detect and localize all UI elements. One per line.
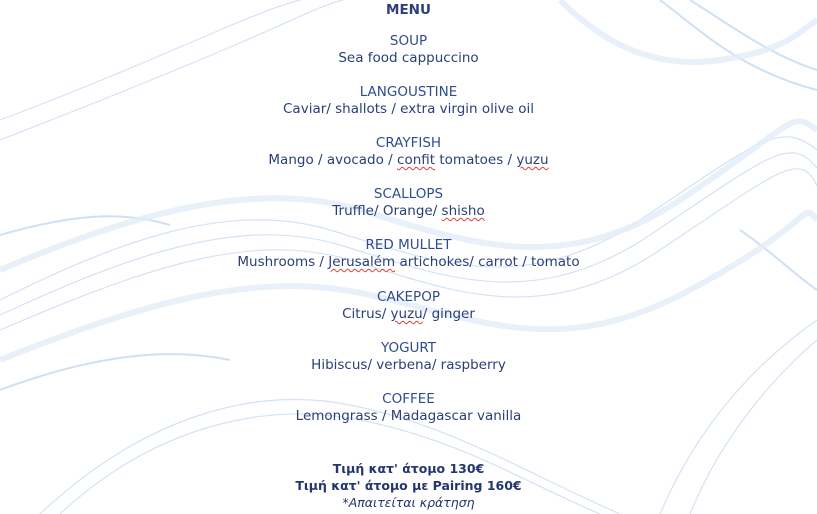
course-description: [0, 101, 817, 118]
spellcheck-word: shisho: [441, 203, 485, 219]
course-name: SOUP: [389, 33, 428, 49]
price-with-pairing: Τιμή κατ' άτομο με Pairing 160€: [295, 478, 522, 493]
course-name: RED MULLET: [365, 237, 452, 253]
course-description-text: Sea food cappuccino: [338, 50, 479, 66]
course-coffee: [0, 391, 817, 425]
course-langoustine: [0, 84, 817, 118]
spellcheck-word: yuzu: [390, 306, 423, 322]
reservation-note: *Απαιτείται κράτηση: [342, 495, 475, 510]
course-description-text: / ginger: [422, 306, 475, 322]
course-name: LANGOUSTINE: [359, 84, 458, 100]
course-crayfish: [0, 135, 817, 169]
spellcheck-word: confit: [397, 152, 436, 168]
course-name: SCALLOPS: [373, 186, 444, 202]
course-description-text: Lemongrass / Madagascar vanilla: [295, 408, 522, 424]
course-description: [0, 254, 817, 271]
course-name: COFFEE: [382, 391, 435, 407]
course-cakepop: [0, 289, 817, 323]
course-name: CRAYFISH: [375, 135, 442, 151]
course-description-text: Truffle/ Orange/: [332, 203, 442, 219]
course-description-text: Mango / avocado /: [268, 152, 398, 168]
spellcheck-word: yuzu: [516, 152, 549, 168]
course-name: YOGURT: [380, 340, 437, 356]
course-description-text: Hibiscus/ verbena/ raspberry: [311, 357, 506, 373]
menu-title: MENU: [386, 2, 431, 18]
course-description: [0, 203, 817, 220]
course-description: [0, 357, 817, 374]
price-per-person: Τιμή κατ' άτομο 130€: [332, 461, 485, 476]
course-description-text: Mushrooms /: [237, 254, 329, 270]
course-description-text: artichokes/ carrot / tomato: [395, 254, 580, 270]
course-name: CAKEPOP: [377, 289, 440, 305]
pricing-block: [0, 460, 817, 511]
course-description: [0, 306, 817, 323]
course-yogurt: [0, 340, 817, 374]
course-description: [0, 152, 817, 169]
course-soup: [0, 33, 817, 67]
course-description-text: Caviar/ shallots / extra virgin olive oil: [283, 101, 534, 117]
course-scallops: [0, 186, 817, 220]
course-red-mullet: [0, 237, 817, 271]
course-description-text: tomatoes /: [435, 152, 517, 168]
course-description: [0, 408, 817, 425]
course-description-text: Citrus/: [342, 306, 391, 322]
spellcheck-word: Jerusalém: [328, 254, 396, 270]
course-description: [0, 50, 817, 67]
